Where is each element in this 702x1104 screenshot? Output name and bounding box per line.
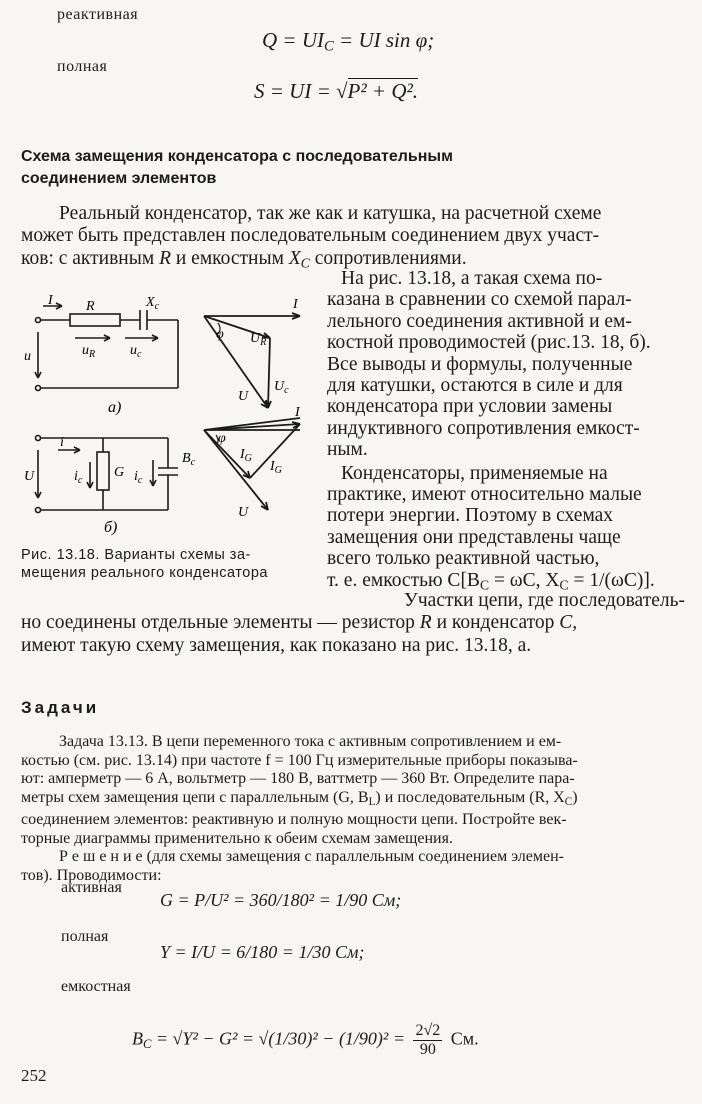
label-b: б) <box>104 519 118 536</box>
vector-u-label-b: U <box>238 505 249 520</box>
label-a: а) <box>108 399 122 416</box>
current-i-label: I <box>48 293 53 308</box>
task-13-13: Задача 13.13. В цепи переменного тока с активным сопротивлением и ем- костью (см. рис. 13.14) при частоте f = 100 Гц измерительные приборы показыва- ют: амперметр — 6 А, вольтметр — 180 В, ваттметр — 360 Вт. Определите пара- метры схем замещения цепи с параллельным (G, $B_L$) и последовательным (R, $X_C$) соединением элементов: реактивную и полную мощности цепи. Постройте век- торные диаграммы применительно к обеим схемам замещения. Р е ш е н и е (для схемы замещения с параллельным соединением элемен- тов). Проводимости: <box>21 733 578 884</box>
right-column-text: На рис. 13.18, а такая схема по- казана в сравнении со схемой парал- лельного соединения активной и ем- костной проводимостей (рис.13. 18, б). Все выводы и формулы, полученные для катушки, остаются в силе и для конденсатора при условии замены индуктивного сопротивления емкост- ным. Конденсаторы, применяемые на практике, имеют относительно малые потери энергии. Поэтому в схемах замещения они представлены чаще всего только реактивной частью, т. е. емкостью $C[B_C = \omega C$, $X_C = 1/(\omega C)$]. <box>327 268 655 593</box>
active-label: активная <box>61 879 122 896</box>
vector-uc-label: $U_c$ <box>274 379 289 396</box>
phi-label-b: φ <box>218 431 226 446</box>
circuit-b <box>35 436 178 513</box>
vector-ig-label-2: $I_G$ <box>270 459 282 476</box>
full-power-formula: S = UI = √P² + Q². <box>254 79 419 103</box>
vector-u-label-a: U <box>238 389 249 404</box>
active-formula: G = P/U² = 360/180² = 1/90 См; <box>160 890 402 910</box>
conductance-g-label: G <box>114 465 125 480</box>
continuation-paragraph: Участки цепи, где последователь- но соединены отдельные элементы — резистор R и конденсатор C, имеют такую схему замещения, как показано на рис. 13.18, а. <box>21 590 685 656</box>
current-ic-label: $i_c$ <box>134 469 143 486</box>
tasks-heading: Задачи <box>21 698 100 717</box>
capacitive-formula: $B_C = √Y^2 - G^2 = √(1/30)^2 - (1/90)^2$ = $\frac{2√2}{90}$ См. <box>132 1022 479 1058</box>
voltage-u-label-b: U <box>24 469 35 484</box>
vector-ig-label-1: $I_G$ <box>240 447 252 464</box>
figure-caption: Рис. 13.18. Варианты схемы за- мещения реального конденсатора <box>21 547 268 581</box>
reactive-formula: $Q = UI_C$ = UI sin φ; <box>262 28 435 55</box>
vector-i-label: I <box>293 297 298 312</box>
current-ig-label: $i_c$ <box>74 469 83 486</box>
capacitive-label: емкостная <box>61 978 131 995</box>
voltage-ur-label: $u_R$ <box>82 343 96 360</box>
full-label: полная <box>61 928 109 945</box>
resistor-label: R <box>86 299 95 314</box>
figure-13-18 <box>18 290 323 540</box>
voltage-u-label: u <box>24 349 31 364</box>
reactive-label: реактивная <box>57 6 139 23</box>
current-i-label-b: i <box>60 435 64 450</box>
susceptance-bc-label: $B_c$ <box>182 451 196 468</box>
intro-paragraph: Реальный конденсатор, так же как и катушка, на расчетной схеме может быть представлен последовательным соединением двух участ- ков: с активным R и емкостным $X_C$ сопротивлениями. <box>21 203 602 270</box>
phi-label-a: φ <box>216 327 224 342</box>
page-number: 252 <box>21 1066 47 1085</box>
capacitor-label: $X_c$ <box>146 295 160 312</box>
full-power-label: полная <box>57 58 108 75</box>
voltage-uc-label: $u_c$ <box>130 343 142 360</box>
circuit-a <box>35 303 178 391</box>
section-heading: Схема замещения конденсатора с последовательным соединением элементов <box>21 148 453 187</box>
vector-i-label-b: I <box>295 405 300 420</box>
vector-ur-label: $U_R$ <box>250 331 267 348</box>
full-formula: Y = I/U = 6/180 = 1/30 См; <box>160 942 365 962</box>
